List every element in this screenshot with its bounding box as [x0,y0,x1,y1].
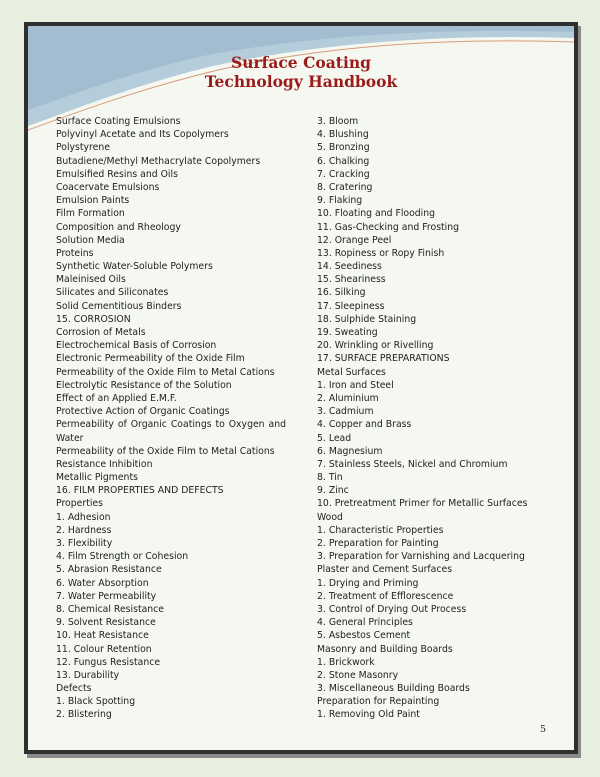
contents-entry: 1. Black Spotting [56,696,136,708]
contents-entry: 19. Sweating [317,327,378,338]
contents-entry: Synthetic Water-Soluble Polymers [56,261,213,273]
contents-entry: 1. Adhesion [56,511,111,523]
contents-entry: Butadiene/Methyl Methacrylate Copolymers [56,155,261,167]
contents-entry: 1. Drying and Priming [317,577,419,589]
contents-entry: Silicates and Siliconates [56,287,169,299]
contents-entry: 4. Copper and Brass [317,419,412,431]
contents-entry: 15. CORROSION [56,313,131,325]
contents-entry: Corrosion of Metals [56,327,146,338]
contents-entry: 6. Chalking [317,155,370,167]
contents-entry: 10. Floating and Flooding [317,208,436,220]
contents-entry: Surface Coating Emulsions [56,116,181,127]
contents-entry: Defects [56,683,92,695]
contents-entry: Solution Media [56,234,125,246]
contents-entry: Coacervate Emulsions [56,181,160,193]
contents-entry: 18. Sulphide Staining [317,313,417,325]
contents-entry: Metallic Pigments [56,472,138,484]
contents-entry: 4. General Principles [317,617,413,629]
book-title-line-2: Technology Handbook [204,72,398,91]
contents-entry: Polyvinyl Acetate and Its Copolymers [56,129,229,141]
contents-entry: 3. Bloom [317,116,359,127]
contents-entry: 3. Preparation for Varnishing and Lacquering [317,551,525,563]
contents-entry: 8. Chemical Resistance [56,603,165,615]
contents-entry: Solid Cementitious Binders [56,300,182,312]
contents-entry: Wood [317,511,343,523]
contents-entry: 13. Durability [56,669,120,681]
contents-entry: 3. Flexibility [56,538,113,549]
contents-entry: 11. Gas-Checking and Frosting [317,221,460,233]
contents-entry: 7. Water Permeability [56,590,157,602]
contents-entry: 5. Lead [317,432,352,444]
contents-entry: 8. Tin [317,472,343,484]
contents-entry: 3. Miscellaneous Building Boards [317,683,470,695]
contents-entry: 20. Wrinkling or Rivelling [317,340,434,352]
contents-entry: Maleinised Oils [56,274,126,286]
contents-entry: 17. Sleepiness [317,300,385,312]
contents-entry: Polystyrene [56,142,110,154]
contents-entry: Composition and Rheology [56,221,181,233]
contents-entry: 4. Blushing [317,129,369,141]
contents-entry: 5. Asbestos Cement [317,630,411,642]
contents-entry: Plaster and Cement Surfaces [317,564,453,576]
contents-entry: 10. Heat Resistance [56,630,149,642]
contents-entry: 1. Iron and Steel [317,379,394,391]
contents-entry: Permeability of the Oxide Film to Metal Cations [56,366,275,378]
contents-entry: 12. Fungus Resistance [56,656,161,668]
contents-entry: Emulsified Resins and Oils [56,168,178,180]
contents-entry: Proteins [56,247,94,259]
contents-entry: 14. Seediness [317,261,382,273]
page-number: 5 [539,724,546,735]
contents-entry: 5. Abrasion Resistance [56,564,162,576]
contents-entry: 4. Film Strength or Cohesion [56,551,189,563]
contents-entry: Electrolytic Resistance of the Solution [56,379,232,391]
contents-entry: 2. Blistering [56,709,112,721]
contents-entry: Emulsion Paints [56,195,130,207]
contents-entry: 6. Water Absorption [56,577,149,589]
contents-right-column [317,115,549,722]
contents-entry: Electronic Permeability of the Oxide Film [56,353,245,365]
contents-entry: 13. Ropiness or Ropy Finish [317,247,445,259]
contents-entry: Resistance Inhibition [56,458,153,470]
contents-entry: 10. Pretreatment Primer for Metallic Surfaces [317,498,528,510]
contents-entry: Permeability of the Oxide Film to Metal Cations [56,445,275,457]
contents-entry: 16. FILM PROPERTIES AND DEFECTS [56,485,224,497]
contents-entry: 9. Zinc [317,485,349,497]
contents-entry: 5. Bronzing [317,142,370,154]
contents-entry: Properties [56,498,103,510]
contents-entry: 3. Cadmium [317,406,374,418]
contents-entry: Protective Action of Organic Coatings [56,406,230,418]
contents-entry: 2. Preparation for Painting [317,538,439,549]
contents-entry: 1. Removing Old Paint [317,709,420,721]
contents-entry: 16. Silking [317,287,366,299]
contents-entry: 2. Hardness [56,524,112,536]
contents-entry: Masonry and Building Boards [317,643,453,655]
contents-entry: 12. Orange Peel [317,234,392,246]
contents-entry: 1. Brickwork [317,656,375,668]
contents-entry: 3. Control of Drying Out Process [317,603,467,615]
contents-entry: 8. Cratering [317,181,373,193]
contents-entry: Electrochemical Basis of Corrosion [56,340,217,352]
contents-entry: Preparation for Repainting [317,696,440,708]
contents-entry: 9. Flaking [317,195,363,207]
contents-entry: Permeability of Organic Coatings to Oxygen and [56,419,286,431]
book-title-line-1: Surface Coating [231,53,371,72]
contents-entry: 9. Solvent Resistance [56,617,156,629]
contents-entry: Metal Surfaces [317,366,386,378]
contents-entry: 7. Stainless Steels, Nickel and Chromium [317,458,508,470]
contents-entry: 6. Magnesium [317,445,383,457]
contents-entry: Film Formation [56,208,125,220]
contents-entry: 2. Stone Masonry [317,669,399,681]
contents-left-column [56,115,286,722]
contents-entry: 15. Sheariness [317,274,386,286]
contents-entry: 2. Aluminium [317,392,379,404]
contents-entry: 17. SURFACE PREPARATIONS [317,353,450,365]
contents-entry: Effect of an Applied E.M.F. [56,392,177,404]
contents-entry: 7. Cracking [317,168,370,180]
contents-entry: 1. Characteristic Properties [317,524,444,536]
page-frame [24,22,578,754]
contents-entry: Water [56,432,84,444]
contents-entry: 2. Treatment of Efflorescence [317,590,454,602]
contents-entry: 11. Colour Retention [56,643,152,655]
